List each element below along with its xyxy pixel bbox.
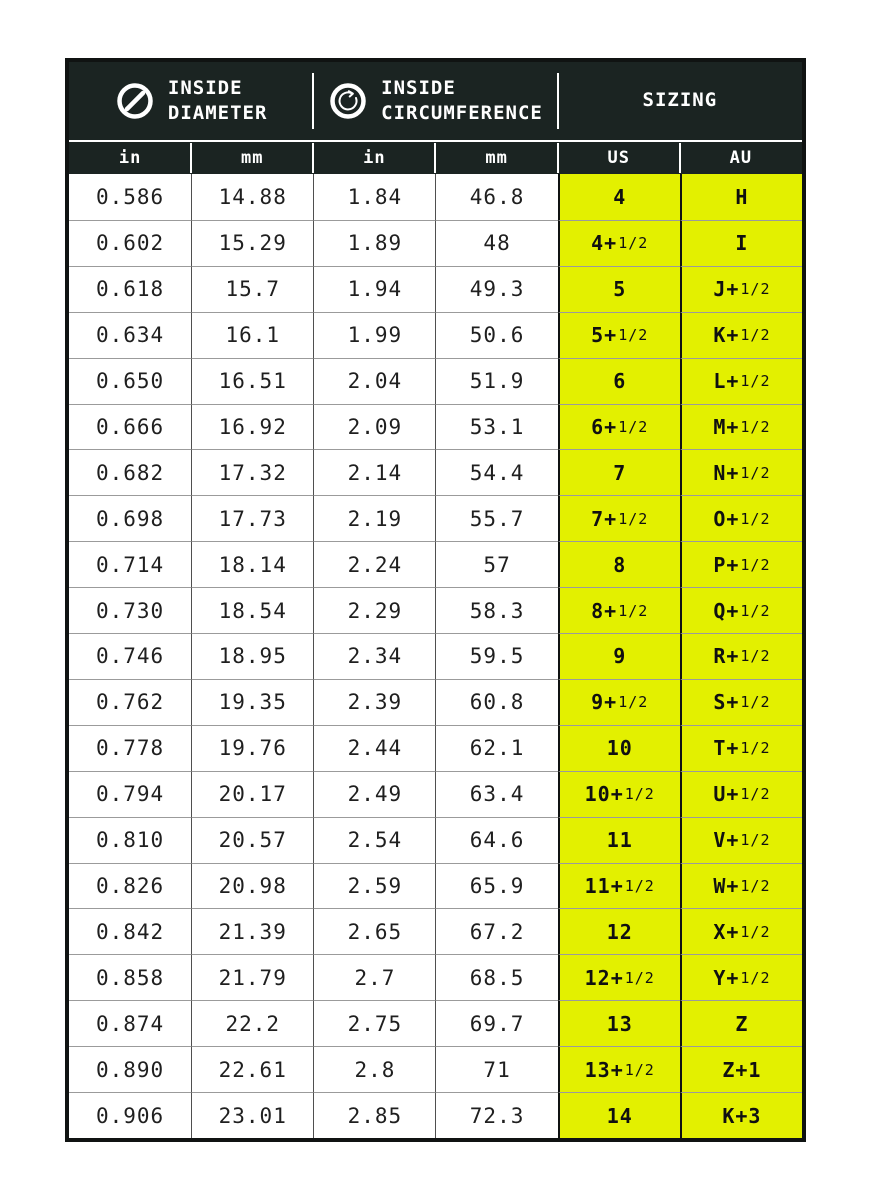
cell-circumference_in-row16: 2.59 [313, 863, 435, 909]
subheader-label: in [118, 148, 142, 168]
table-body [69, 174, 802, 1138]
cell-diameter_mm-row13: 19.76 [191, 725, 313, 771]
table-header [69, 62, 802, 140]
cell-diameter_in-row9: 0.714 [69, 541, 191, 587]
diameter-icon [115, 81, 155, 121]
cell-size_us-row10: 8+ 1/2 [558, 587, 680, 633]
cell-size_au-row18: Y+ 1/2 [680, 954, 802, 1000]
cell-size_us-row11: 9 [558, 633, 680, 679]
cell-size_au-row17: X+ 1/2 [680, 908, 802, 954]
cell-circumference_in-row2: 1.89 [313, 220, 435, 266]
ring-size-table [65, 58, 806, 1142]
cell-circumference_in-row17: 2.65 [313, 908, 435, 954]
cell-circumference_in-row13: 2.44 [313, 725, 435, 771]
cell-diameter_in-row13: 0.778 [69, 725, 191, 771]
cell-size_us-row6: 6+ 1/2 [558, 404, 680, 450]
cell-diameter_mm-row3: 15.7 [191, 266, 313, 312]
cell-circumference_mm-row5: 51.9 [435, 358, 557, 404]
cell-circumference_mm-row21: 72.3 [435, 1092, 557, 1138]
cell-size_us-row17: 12 [558, 908, 680, 954]
subheader-divider [557, 143, 559, 172]
cell-size_au-row15: V+ 1/2 [680, 817, 802, 863]
header-label-sizing: SIZING [642, 89, 718, 112]
subheader-divider [679, 143, 681, 172]
cell-circumference_in-row9: 2.24 [313, 541, 435, 587]
cell-diameter_mm-row14: 20.17 [191, 771, 313, 817]
header-section-inside-circumference [313, 62, 557, 140]
cell-diameter_in-row7: 0.682 [69, 449, 191, 495]
cell-diameter_in-row20: 0.890 [69, 1046, 191, 1092]
cell-diameter_in-row1: 0.586 [95, 184, 165, 209]
cell-circumference_mm-row14: 63.4 [435, 771, 557, 817]
cell-diameter_mm-row17: 21.39 [191, 908, 313, 954]
cell-circumference_mm-row3: 49.3 [435, 266, 557, 312]
cell-size_au-row2: I [680, 220, 802, 266]
subheader-divider [190, 143, 192, 172]
cell-diameter_in-row5: 0.650 [69, 358, 191, 404]
subheader-diameter-mm [191, 142, 313, 174]
cell-diameter_in-row3: 0.618 [69, 266, 191, 312]
cell-diameter_in-row14: 0.794 [69, 771, 191, 817]
header-divider [557, 73, 559, 129]
subheader-row [69, 142, 802, 174]
cell-diameter_in-row18: 0.858 [69, 954, 191, 1000]
cell-diameter_mm-row7: 17.32 [191, 449, 313, 495]
cell-circumference_in-row8: 2.19 [313, 495, 435, 541]
cell-size_au-row3: J+ 1/2 [680, 266, 802, 312]
cell-size_au-row9: P+ 1/2 [680, 541, 802, 587]
header-label-line1: INSIDE [167, 76, 243, 99]
cell-diameter_in-row11: 0.746 [69, 633, 191, 679]
header-label-inside-circumference [381, 76, 543, 126]
header-label-line2: DIAMETER [167, 102, 268, 124]
cell-circumference_mm-row17: 67.2 [435, 908, 557, 954]
cell-diameter_mm-row11: 18.95 [191, 633, 313, 679]
subheader-label: AU [729, 148, 753, 168]
subheader-diameter-in [69, 142, 191, 174]
cell-circumference_in-row3: 1.94 [313, 266, 435, 312]
header-divider [312, 73, 314, 129]
cell-circumference_mm-row9: 57 [435, 541, 557, 587]
subheader-divider [434, 143, 436, 172]
cell-diameter_mm-row18: 21.79 [191, 954, 313, 1000]
cell-diameter_in-row10: 0.730 [69, 587, 191, 633]
cell-circumference_mm-row15: 64.6 [435, 817, 557, 863]
cell-size_au-row19: Z [680, 1000, 802, 1046]
subheader-divider [312, 143, 314, 172]
cell-diameter_in-row8: 0.698 [69, 495, 191, 541]
cell-size_au-row5: L+ 1/2 [680, 358, 802, 404]
cell-circumference_mm-row12: 60.8 [435, 679, 557, 725]
cell-size_au-row14: U+ 1/2 [680, 771, 802, 817]
cell-diameter_in-row16: 0.826 [69, 863, 191, 909]
cell-diameter_in-row2: 0.602 [69, 220, 191, 266]
cell-circumference_in-row11: 2.34 [313, 633, 435, 679]
subheader-circumference-mm [435, 142, 557, 174]
cell-circumference_in-row12: 2.39 [313, 679, 435, 725]
cell-diameter_mm-row8: 17.73 [191, 495, 313, 541]
cell-size_us-row1: 4 [558, 174, 680, 220]
cell-size_us-row14: 10+ 1/2 [558, 771, 680, 817]
cell-size_au-row11: R+ 1/2 [680, 633, 802, 679]
cell-diameter_mm-row9: 18.14 [191, 541, 313, 587]
cell-diameter_mm-row21: 23.01 [191, 1092, 313, 1138]
cell-circumference_in-row6: 2.09 [313, 404, 435, 450]
cell-circumference_in-row19: 2.75 [313, 1000, 435, 1046]
cell-size_us-row19: 13 [558, 1000, 680, 1046]
cell-circumference_in-row4: 1.99 [313, 312, 435, 358]
subheader-label: mm [485, 148, 508, 168]
cell-circumference_in-row20: 2.8 [313, 1046, 435, 1092]
cell-size_au-row7: N+ 1/2 [680, 449, 802, 495]
header-label-line1: INSIDE [381, 76, 456, 99]
cell-size_us-row18: 12+ 1/2 [558, 954, 680, 1000]
cell-size_us-row15: 11 [558, 817, 680, 863]
cell-circumference_in-row10: 2.29 [313, 587, 435, 633]
cell-diameter_in-row4: 0.634 [69, 312, 191, 358]
cell-size_au-row1: H [680, 174, 802, 220]
cell-size_us-row9: 8 [558, 541, 680, 587]
cell-circumference_mm-row11: 59.5 [435, 633, 557, 679]
cell-circumference_in-row7: 2.14 [313, 449, 435, 495]
cell-size_us-row20: 13+ 1/2 [558, 1046, 680, 1092]
cell-diameter_mm-row4: 16.1 [191, 312, 313, 358]
header-section-inside-diameter [69, 62, 313, 140]
cell-diameter_mm-row20: 22.61 [191, 1046, 313, 1092]
cell-size_au-row16: W+ 1/2 [680, 863, 802, 909]
cell-size_us-row3: 5 [558, 266, 680, 312]
circumference-icon [328, 81, 368, 121]
cell-diameter_in-row19: 0.874 [69, 1000, 191, 1046]
cell-circumference_in-row1: 1.84 [313, 174, 435, 220]
cell-size_us-row13: 10 [558, 725, 680, 771]
cell-size_au-row10: Q+ 1/2 [680, 587, 802, 633]
cell-circumference_mm-row16: 65.9 [435, 863, 557, 909]
cell-size_us-row2: 4+ 1/2 [558, 220, 680, 266]
cell-diameter_mm-row12: 19.35 [191, 679, 313, 725]
cell-circumference_mm-row7: 54.4 [435, 449, 557, 495]
cell-size_us-row21: 14 [558, 1092, 680, 1138]
cell-circumference_mm-row8: 55.7 [435, 495, 557, 541]
cell-diameter_mm-row1: 14.88 [191, 174, 313, 220]
cell-diameter_in-row17: 0.842 [69, 908, 191, 954]
cell-size_au-row8: O+ 1/2 [680, 495, 802, 541]
header-label-inside-diameter [168, 76, 268, 126]
cell-diameter_mm-row16: 20.98 [191, 863, 313, 909]
cell-circumference_mm-row19: 69.7 [435, 1000, 557, 1046]
subheader-circumference-in [313, 142, 435, 174]
cell-diameter_mm-row6: 16.92 [191, 404, 313, 450]
cell-size_us-row7: 7 [558, 449, 680, 495]
cell-circumference_mm-row20: 71 [435, 1046, 557, 1092]
cell-circumference_in-row5: 2.04 [313, 358, 435, 404]
subheader-label: mm [241, 148, 264, 168]
cell-size_au-row12: S+ 1/2 [680, 679, 802, 725]
cell-size_us-row5: 6 [558, 358, 680, 404]
header-label-line2: CIRCUMFERENCE [381, 102, 543, 124]
subheader-label: US [607, 148, 630, 168]
cell-circumference_in-row21: 2.85 [313, 1092, 435, 1138]
cell-circumference_in-row18: 2.7 [313, 954, 435, 1000]
cell-circumference_mm-row6: 53.1 [435, 404, 557, 450]
cell-diameter_mm-row5: 16.51 [191, 358, 313, 404]
cell-diameter_mm-row10: 18.54 [191, 587, 313, 633]
cell-circumference_mm-row4: 50.6 [435, 312, 557, 358]
cell-diameter_in-row6: 0.666 [69, 404, 191, 450]
cell-diameter_mm-row2: 15.29 [191, 220, 313, 266]
cell-circumference_mm-row1: 46.8 [435, 174, 557, 220]
cell-diameter_in-row15: 0.810 [69, 817, 191, 863]
header-section-sizing [558, 62, 802, 140]
cell-diameter_mm-row19: 22.2 [191, 1000, 313, 1046]
cell-diameter_in-row21: 0.906 [69, 1092, 191, 1138]
cell-size_au-row21: K+3 [680, 1092, 802, 1138]
cell-size_au-row4: K+ 1/2 [680, 312, 802, 358]
subheader-size-au [680, 142, 802, 174]
cell-circumference_in-row14: 2.49 [313, 771, 435, 817]
cell-size_us-row12: 9+ 1/2 [558, 679, 680, 725]
cell-circumference_mm-row10: 58.3 [435, 587, 557, 633]
cell-circumference_mm-row13: 62.1 [435, 725, 557, 771]
subheader-size-us [558, 142, 680, 174]
cell-size_us-row8: 7+ 1/2 [558, 495, 680, 541]
cell-size_au-row20: Z+1 [680, 1046, 802, 1092]
subheader-label: in [363, 148, 386, 168]
cell-size_au-row6: M+ 1/2 [680, 404, 802, 450]
cell-size_au-row13: T+ 1/2 [680, 725, 802, 771]
cell-circumference_in-row15: 2.54 [313, 817, 435, 863]
cell-circumference_mm-row2: 48 [435, 220, 557, 266]
cell-size_us-row4: 5+ 1/2 [558, 312, 680, 358]
cell-size_us-row16: 11+ 1/2 [558, 863, 680, 909]
cell-circumference_mm-row18: 68.5 [435, 954, 557, 1000]
cell-diameter_in-row12: 0.762 [69, 679, 191, 725]
cell-diameter_mm-row15: 20.57 [191, 817, 313, 863]
